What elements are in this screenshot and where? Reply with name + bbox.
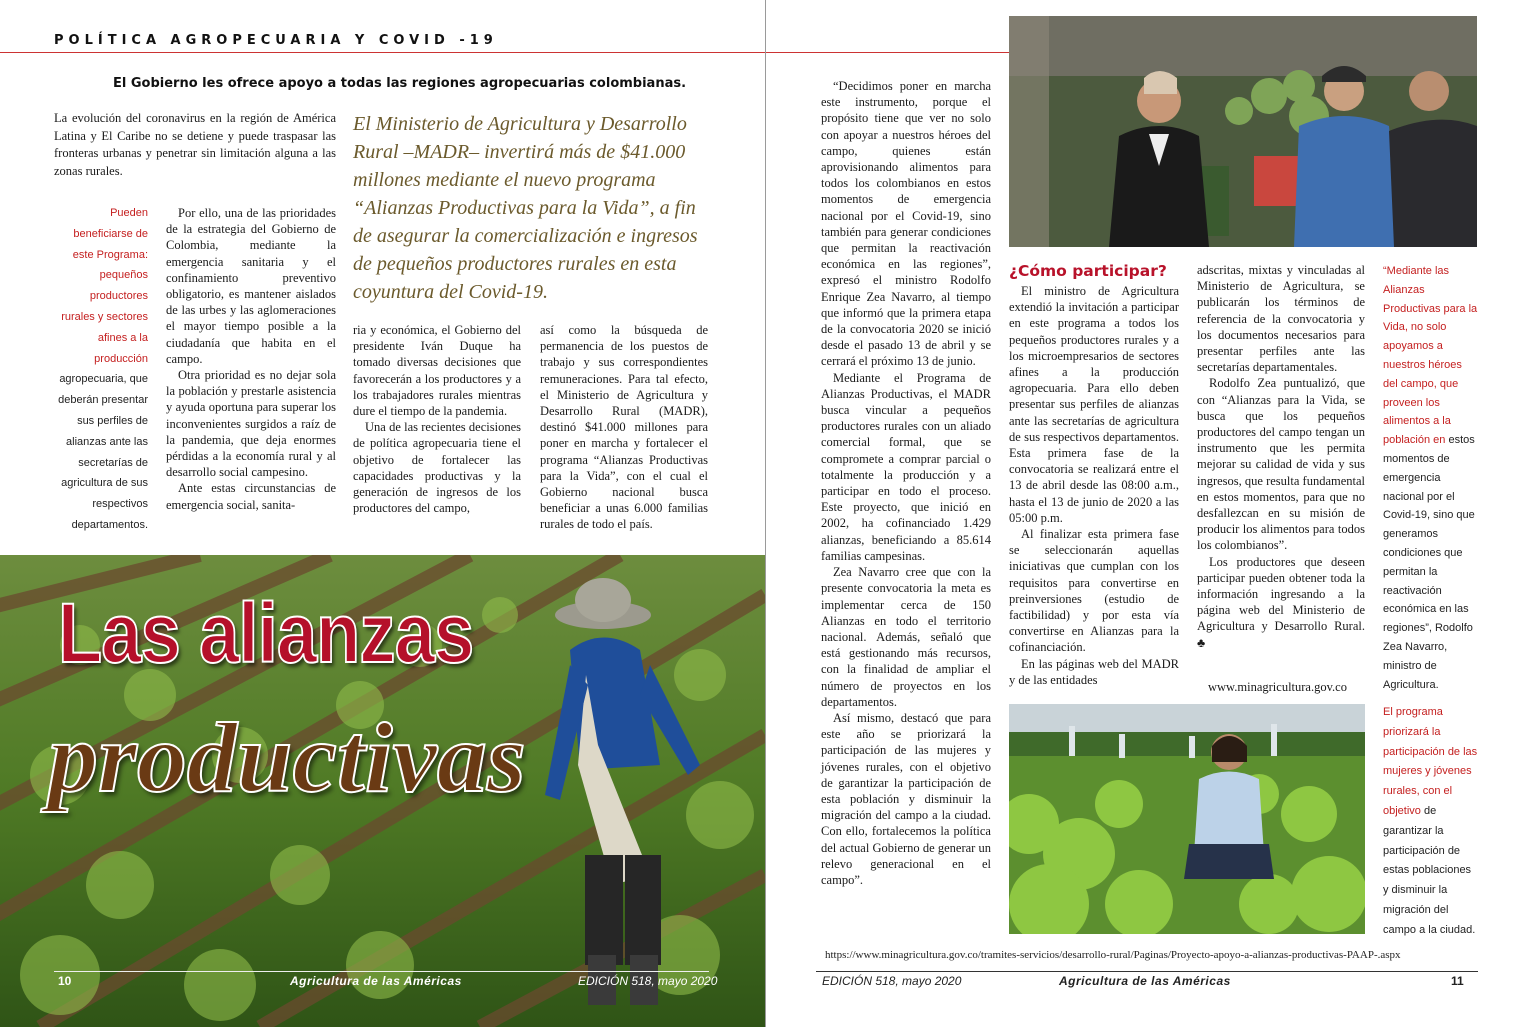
woman-crops-image	[1009, 704, 1365, 934]
side-quote-right-1	[1383, 262, 1478, 694]
side-quote-red: Pueden beneficiarse de este Programa: pequeños productores rurales y sectores afines a la producción	[61, 207, 148, 365]
right-column-1	[821, 78, 991, 888]
page-number-right: 11	[1451, 974, 1464, 988]
magazine-name-right: Agricultura de las Américas	[1059, 974, 1231, 988]
side-quote-rest: de garantizar la participación de estas poblaciones y disminuir la migración del campo a la ciudad.	[1383, 804, 1476, 936]
section-title: POLÍTICA AGROPECUARIA Y COVID -19	[54, 33, 498, 48]
left-column-1	[166, 205, 336, 513]
paragraph: adscritas, mixtas y vinculadas al Ministerio de Agricultura, se publicarán los términos de referencia de la convocatoria y los documentos necesarios para presentar perfiles ante las secretarías departamentales.	[1197, 263, 1365, 375]
left-page	[0, 0, 765, 1027]
right-column-3	[1197, 262, 1365, 651]
paragraph: así como la búsqueda de permanencia de los puestos de trabajo y sus correspondientes remuneraciones. Para tal efecto, el Ministerio de Agricultura y Desarrollo Rural (MADR), destinó $41.000 millones para poner en marcha y fortalecer el programa “Alianzas Productivas para la Vida”, con el cual el Gobierno nacional busca beneficiar a unas 6.000 familias rurales de todo el país.	[540, 323, 708, 532]
side-quote-red: El programa priorizará la participación de las mujeres y jóvenes rurales, con el objetivo	[1383, 706, 1478, 817]
side-quote-left	[54, 203, 148, 536]
right-page	[766, 0, 1531, 1027]
subhead-how-to-participate: ¿Cómo participar?	[1009, 262, 1167, 280]
magazine-name-left: Agricultura de las Américas	[290, 974, 462, 988]
side-quote-right-2	[1383, 703, 1478, 941]
paragraph: Rodolfo Zea puntualizó, que con “Alianzas para la Vida, se busca que los pequeños productores del campo tengan un instrumento que les permita mejorar su calidad de vida y sus ingresos, que resulta fundamental en estos momentos, para que no desfallezcan en su misión de producir los alimentos para todos los colombianos”.	[1197, 376, 1366, 553]
paragraph: Al finalizar esta primera fase se seleccionarán aquellas iniciativas que cumplan con los requisitos para convertirse en preinversiones (estudio de factibilidad) y por esta vía convertirse en Alianzas para la cofinanciación.	[1009, 527, 1179, 655]
website-link[interactable]: www.minagricultura.gov.co	[1208, 680, 1347, 694]
paragraph: ria y económica, el Gobierno del presidente Iván Duque ha tomado diversas decisiones que favorecerán a los productores y a los trabajadores rurales mientras dure el tiempo de la pandemia.	[353, 323, 521, 419]
minister-market-image	[1009, 16, 1477, 247]
intro-text: La evolución del coronavirus en la región de América Latina y El Caribe no se detiene y puede traspasar las fronteras urbanas y penetrar sin limitación alguna a las zonas rurales.	[54, 111, 336, 178]
left-column-3	[540, 322, 708, 533]
side-quote-rest: agropecuaria, que deberán presentar sus perfiles de alianzas ante las secretarías de agricultura de sus respectivos departamentos.	[58, 373, 148, 531]
side-quote-red: “Mediante las Alianzas Productivas para la Vida, no solo apoyamos a nuestros héroes del campo, que proveen los alimentos a la población en	[1383, 265, 1478, 447]
headline-line-1: Las alianzas	[58, 586, 474, 680]
paragraph: Ante estas circunstancias de emergencia social, sanita-	[166, 481, 336, 512]
reference-url[interactable]: https://www.minagricultura.gov.co/tramites-servicios/desarrollo-rural/Paginas/Proyecto-apoyo-a-alianzas-productivas-PAAP-.aspx	[825, 949, 1401, 961]
paragraph: Los productores que deseen participar pueden obtener toda la información ingresando a la página web del Ministerio de Agricultura y Desarrollo Rural. ♣	[1197, 554, 1365, 650]
paragraph: Una de las recientes decisiones de política agropecuaria tiene el objetivo de fortalecer las capacidades productivas y la generación de ingresos de los productores del campo,	[353, 420, 521, 516]
paragraph: En las páginas web del MADR y de las entidades	[1009, 656, 1179, 687]
paragraph: Zea Navarro cree que con la presente convocatoria la meta es implementar cerca de 150 Alianzas en todo el territorio nacional. Además, señaló que está gestionando más recursos, con la finalidad de ampliar el número de proyectos en los departamentos.	[821, 565, 991, 709]
paragraph: Por ello, una de las prioridades de la estrategia del Gobierno de Colombia, mediante la emergencia sanitaria y el confinamiento preventivo obligatorio, es mantener aislados de las urbes y las aglomeraciones el mayor tiempo posible a la ciudadanía que habita en el campo.	[166, 206, 336, 366]
intro-paragraph	[54, 110, 336, 180]
left-column-2	[353, 322, 521, 516]
footer-rule	[816, 971, 1478, 972]
side-quote-rest: estos momentos de emergencia nacional por el Covid-19, sino que generamos condiciones que permitan la reactivación económica en las regiones”, Rodolfo Zea Navarro, ministro de Agricultura.	[1383, 434, 1475, 691]
paragraph: “Decidimos poner en marcha este instrumento, porque el propósito tiene que ver no solo con apoyar a nuestros héroes del campo, quienes están aprovisionando alimentos para todos los colombianos en estos momentos de emergencia nacional por el Covid-19, sino también para generar condiciones que permitan la reactivación económica en las regiones”, expresó el ministro Rodolfo Enrique Zea Navarro, al tiempo que informó que la primera etapa de la convocatoria 2020 se inició desde el pasado 13 de abril y se cerrará el próximo 13 de junio.	[821, 79, 991, 369]
market-visit-photo	[1009, 16, 1477, 247]
paragraph: Otra prioridad es no dejar sola la población y prestarle asistencia y ayuda oportuna para superar los inconvenientes surgidos a raíz de la pandemia, que deja enormes pérdidas a la economía rural y al desarrollo social campesino.	[166, 368, 336, 480]
paragraph: Así mismo, destacó que para este año se priorizará la participación de las mujeres y jóvenes rurales, con el objetivo de garantizar la participación de esta población y disminuir la migración del campo a la ciudad. Con ello, fortalecemos la política del actual Gobierno de generar un relevo generacional en el campo”.	[821, 710, 991, 887]
page-number-left: 10	[58, 974, 72, 988]
edition-left: EDICIÓN 518, mayo 2020	[578, 974, 718, 988]
deck: El Gobierno les ofrece apoyo a todas las regiones agropecuarias colombianas.	[113, 76, 687, 91]
footer-rule	[54, 971, 709, 972]
right-column-2	[1009, 283, 1179, 688]
headline-line-2: productivas	[48, 702, 526, 813]
edition-right: EDICIÓN 518, mayo 2020	[822, 974, 962, 988]
greenhouse-photo	[1009, 704, 1365, 934]
pull-quote: El Ministerio de Agricultura y Desarrollo Rural –MADR– invertirá más de $41.000 millones mediante el nuevo programa “Alianzas Productivas para la Vida”, a fin de asegurar la comercialización e ingresos de pequeños productores rurales en esta coyuntura del Covid-19.	[353, 113, 698, 303]
paragraph: El ministro de Agricultura extendió la invitación a participar en este programa a todos los pequeños productores rurales y a los microempresarios de sectores afines a la producción agropecuaria. Para ello deben presentar sus perfiles de alianzas ante las secretarías de agricultura de sus respectivos departamentos. Esta primera fase de la convocatoria se realizará entre el 13 de abril desde las 08:00 a.m., hasta el 13 de junio de 2020 a las 05:00 p.m.	[1009, 284, 1179, 525]
paragraph: Mediante el Programa de Alianzas Productivas, el MADR busca vincular a pequeños productores rurales con un aliado comercial formal, que se compromete a comprar parcial o totalmente la producción y a participar en todo el proceso. Este proyecto, que inició en 2002, ha cofinanciado 1.429 alianzas, beneficiando a 85.614 familias campesinas.	[821, 370, 991, 563]
